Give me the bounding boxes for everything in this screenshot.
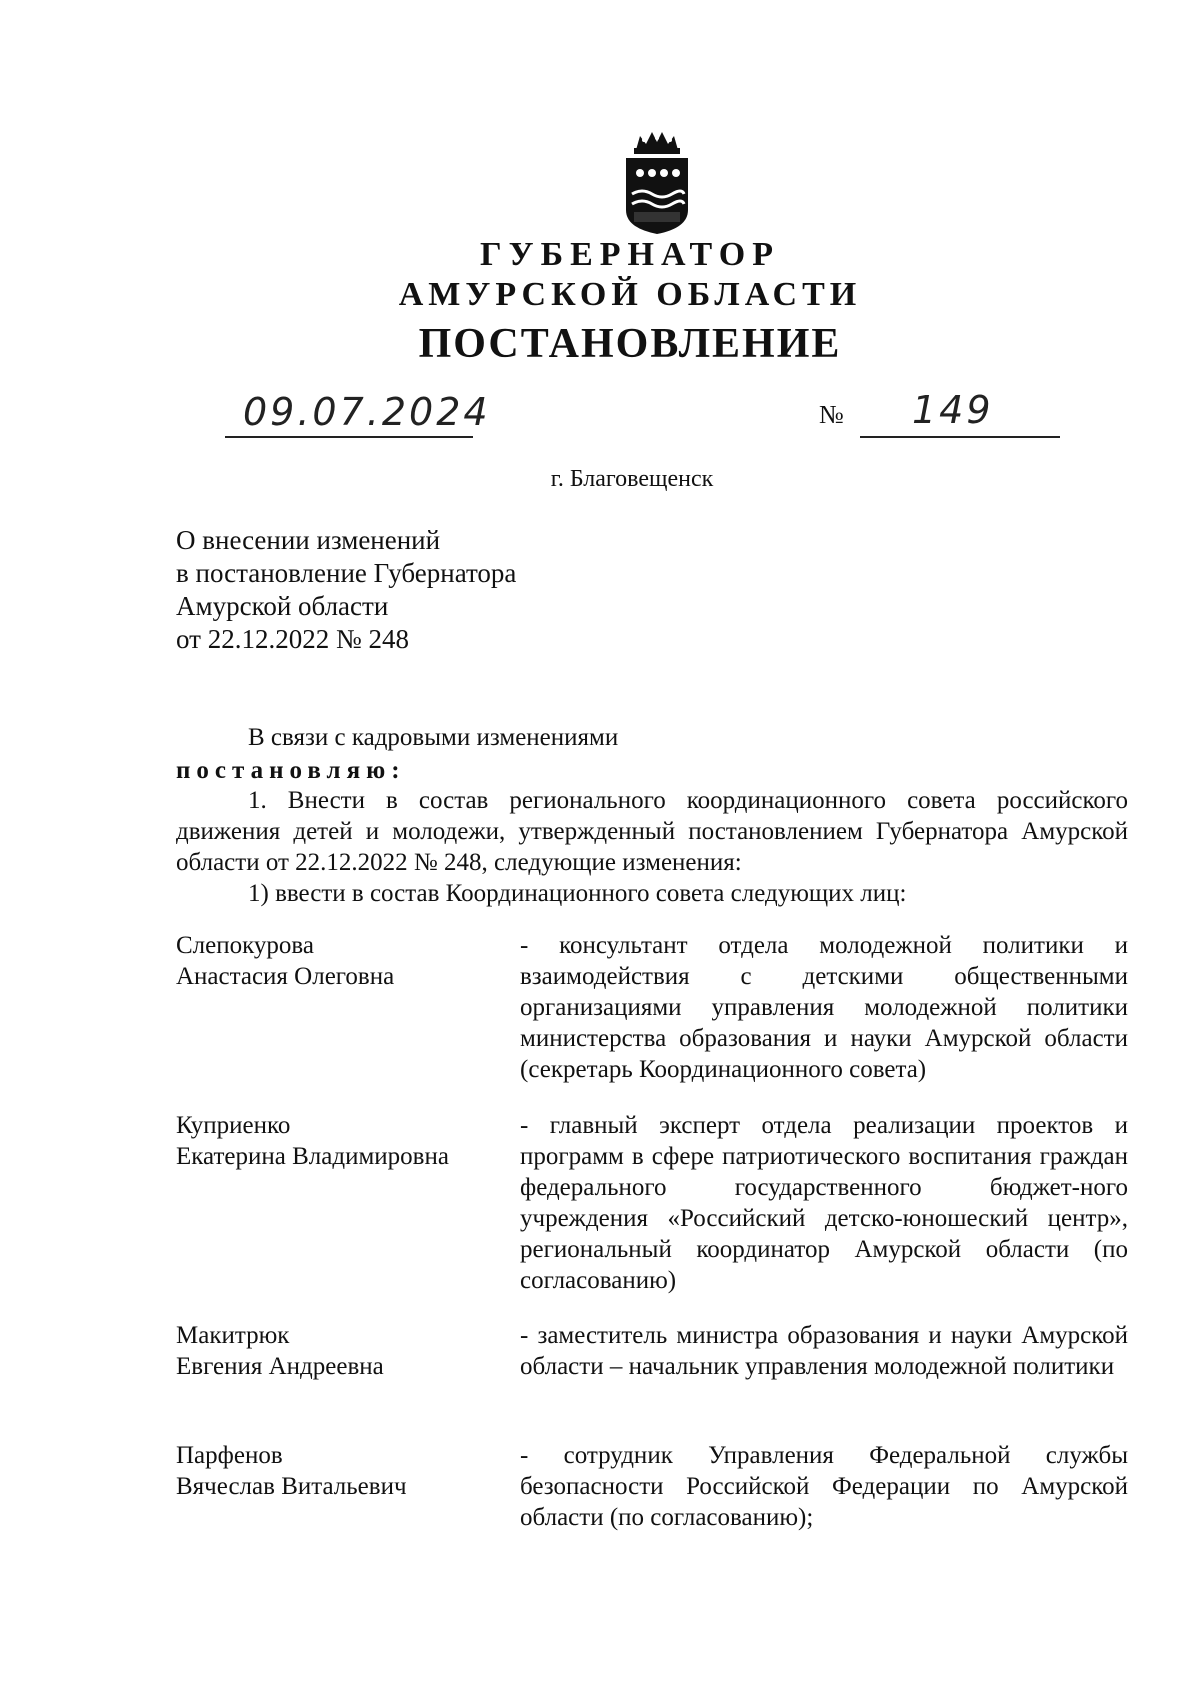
- member-surname: Макитрюк: [176, 1322, 290, 1349]
- member-given-names: Вячеслав Витальевич: [176, 1473, 407, 1500]
- org-title-line1: ГУБЕРНАТОР: [480, 236, 780, 273]
- member-name: [176, 930, 496, 992]
- item-1-paragraph: 1. Внести в состав регионального координационного совета российского движения детей и молодежи, утвержденный постановлением Губернатора Амурской области от 22.12.2022 № 248, следующие изменения:: [176, 787, 1128, 876]
- coat-of-arms-icon: [622, 128, 692, 236]
- subject-line: от 22.12.2022 № 248: [176, 624, 409, 654]
- member-role: - заместитель министра образования и науки Амурской области – начальник управления молодежной политики: [520, 1322, 1128, 1380]
- city-line: г. Благовещенск: [550, 466, 714, 492]
- document-number: 149: [912, 388, 994, 432]
- member-surname: Куприенко: [176, 1112, 291, 1139]
- subject-line: О внесении изменений: [176, 525, 441, 555]
- document-subject: [176, 524, 516, 656]
- document-type-title: ПОСТАНОВЛЕНИЕ: [418, 321, 842, 367]
- item-1-1-paragraph: 1) ввести в состав Координационного совета следующих лиц:: [248, 880, 907, 907]
- member-given-names: Екатерина Владимировна: [176, 1143, 449, 1170]
- member-name: [176, 1110, 496, 1172]
- document-date-field: [225, 388, 491, 438]
- number-sign: №: [819, 400, 844, 429]
- document-date: 09.07.2024: [243, 390, 491, 434]
- member-name: [176, 1440, 496, 1502]
- member-surname: Слепокурова: [176, 932, 314, 959]
- reason-paragraph: В связи с кадровыми изменениями: [248, 724, 619, 751]
- member-given-names: Евгения Андреевна: [176, 1353, 384, 1380]
- document-number-field: [860, 388, 1060, 438]
- member-given-names: Анастасия Олеговна: [176, 963, 395, 990]
- member-role: - главный эксперт отдела реализации проектов и программ в сфере патриотического воспитания граждан федерального государственного бюджет-ного учреждения «Российский детско-юношеский центр», региональный координатор Амурской области (по согласованию): [520, 1112, 1128, 1294]
- member-name: [176, 1320, 496, 1382]
- member-surname: Парфенов: [176, 1442, 283, 1469]
- org-title-line2: АМУРСКОЙ ОБЛАСТИ: [398, 276, 862, 313]
- subject-line: в постановление Губернатора: [176, 558, 517, 588]
- subject-line: Амурской области: [176, 591, 389, 621]
- decree-word: постановляю:: [176, 757, 406, 784]
- member-role: - консультант отдела молодежной политики и взаимодействия с детскими общественными организациями управления молодежной политики министерства образования и науки Амурской области (секретарь Координационного совета): [520, 932, 1128, 1083]
- member-role: - сотрудник Управления Федеральной службы безопасности Российской Федерации по Амурской области (по согласованию);: [520, 1442, 1128, 1531]
